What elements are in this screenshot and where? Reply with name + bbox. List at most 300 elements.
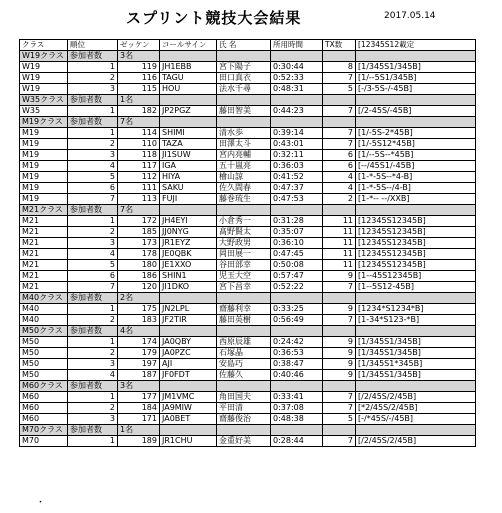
cell-rank: 3: [68, 150, 118, 161]
cell-name: 齋藤利幸: [217, 304, 271, 315]
cell-class: M19: [20, 150, 68, 161]
cell-callsign: HIYA: [160, 172, 217, 183]
result-row: [20, 172, 476, 183]
section-participants-label: 参加者数: [68, 95, 118, 106]
section-empty-cell: [323, 381, 356, 392]
section-empty-cell: [356, 326, 476, 337]
cell-class: W19: [20, 73, 68, 84]
cell-rank: 7: [68, 282, 118, 293]
cell-bib: 183: [118, 315, 160, 326]
cell-bib: 119: [118, 62, 160, 73]
cell-tx-count: 5: [323, 414, 356, 425]
cell-time: 0:31:28: [271, 216, 323, 227]
cell-tx-detail: [1--45S12345B]: [356, 271, 476, 282]
section-participants-count: 3名: [118, 381, 160, 392]
section-empty-cell: [323, 95, 356, 106]
cell-rank: 7: [68, 194, 118, 205]
cell-tx-detail: [1/345S1/345B]: [356, 337, 476, 348]
cell-tx-detail: [1/345S1*345B]: [356, 359, 476, 370]
cell-callsign: JN2LPL: [160, 304, 217, 315]
result-row: [20, 414, 476, 425]
header-callsign: コールサイン: [160, 40, 217, 51]
cell-bib: 117: [118, 161, 160, 172]
cell-callsign: JA0BET: [160, 414, 217, 425]
cell-rank: 1: [68, 337, 118, 348]
cell-rank: 3: [68, 238, 118, 249]
cell-time: 0:43:01: [271, 139, 323, 150]
cell-rank: 2: [68, 348, 118, 359]
cell-rank: 5: [68, 260, 118, 271]
cell-time: 0:33:25: [271, 304, 323, 315]
cell-bib: 118: [118, 150, 160, 161]
cell-rank: 3: [68, 359, 118, 370]
cell-time: 0:41:52: [271, 172, 323, 183]
cell-class: M60: [20, 414, 68, 425]
result-row: [20, 370, 476, 381]
section-empty-cell: [160, 117, 217, 128]
cell-callsign: FUJI: [160, 194, 217, 205]
header-time: 所用時間: [271, 40, 323, 51]
cell-class: M19: [20, 139, 68, 150]
section-empty-cell: [356, 51, 476, 62]
cell-bib: 112: [118, 172, 160, 183]
cell-tx-detail: [-/3-5S-/-45B]: [356, 84, 476, 95]
cell-tx-detail: [1/--5S--*45B]: [356, 150, 476, 161]
cell-tx-detail: [12345S12345B]: [356, 238, 476, 249]
cell-tx-detail: [12345S12345B]: [356, 227, 476, 238]
section-empty-cell: [271, 117, 323, 128]
cell-tx-detail: [/2/45S/2/45B]: [356, 436, 476, 447]
section-class-name: W35クラス: [20, 95, 68, 106]
cell-bib: 187: [118, 370, 160, 381]
class-section-row: [20, 95, 476, 106]
cell-class: W19: [20, 62, 68, 73]
result-row: [20, 392, 476, 403]
cell-class: M21: [20, 227, 68, 238]
cell-bib: 177: [118, 392, 160, 403]
cell-tx-detail: [/2-45S/-45B]: [356, 106, 476, 117]
section-empty-cell: [160, 381, 217, 392]
section-empty-cell: [160, 51, 217, 62]
section-class-name: W19クラス: [20, 51, 68, 62]
cell-tx-count: 7: [323, 106, 356, 117]
result-row: [20, 73, 476, 84]
result-row: [20, 238, 476, 249]
cell-callsign: HOU: [160, 84, 217, 95]
section-empty-cell: [323, 293, 356, 304]
class-section-row: [20, 293, 476, 304]
section-empty-cell: [271, 51, 323, 62]
section-empty-cell: [271, 95, 323, 106]
cell-time: 0:48:38: [271, 414, 323, 425]
cell-bib: 114: [118, 128, 160, 139]
cell-bib: 110: [118, 139, 160, 150]
cell-callsign: TAGU: [160, 73, 217, 84]
cell-name: 佐久間春: [217, 183, 271, 194]
cell-time: 0:38:47: [271, 359, 323, 370]
cell-class: M60: [20, 392, 68, 403]
section-participants-count: 7名: [118, 117, 160, 128]
cell-rank: 1: [68, 62, 118, 73]
cell-bib: 115: [118, 84, 160, 95]
cell-bib: 174: [118, 337, 160, 348]
cell-name: 西原辰雄: [217, 337, 271, 348]
cell-bib: 171: [118, 414, 160, 425]
header-class: クラス: [20, 40, 68, 51]
cell-class: M50: [20, 337, 68, 348]
cell-bib: 189: [118, 436, 160, 447]
cell-tx-detail: [/2/45S/2/45B]: [356, 392, 476, 403]
cell-tx-count: 7: [323, 139, 356, 150]
cell-class: M21: [20, 282, 68, 293]
cell-class: M19: [20, 194, 68, 205]
section-empty-cell: [323, 205, 356, 216]
cell-class: M50: [20, 359, 68, 370]
cell-rank: 1: [68, 216, 118, 227]
section-empty-cell: [271, 381, 323, 392]
cell-bib: 185: [118, 227, 160, 238]
cell-time: 0:28:44: [271, 436, 323, 447]
cell-name: 大野政男: [217, 238, 271, 249]
result-row: [20, 315, 476, 326]
cell-bib: 120: [118, 282, 160, 293]
cell-tx-count: 9: [323, 370, 356, 381]
cell-class: M50: [20, 370, 68, 381]
class-section-row: [20, 381, 476, 392]
cell-tx-count: 7: [323, 392, 356, 403]
cell-bib: 111: [118, 183, 160, 194]
cell-name: 檜山諒: [217, 172, 271, 183]
result-row: [20, 260, 476, 271]
footnote-mark: ・: [36, 498, 46, 508]
cell-bib: 172: [118, 216, 160, 227]
section-empty-cell: [160, 425, 217, 436]
section-empty-cell: [160, 205, 217, 216]
result-row: [20, 183, 476, 194]
cell-tx-count: 7: [323, 282, 356, 293]
class-section-row: [20, 51, 476, 62]
cell-rank: 2: [68, 73, 118, 84]
event-date: 2017.05.14: [384, 11, 436, 21]
cell-class: M19: [20, 161, 68, 172]
result-row: [20, 161, 476, 172]
cell-tx-detail: [1/345S1/345B]: [356, 348, 476, 359]
class-section-row: [20, 117, 476, 128]
section-empty-cell: [217, 205, 271, 216]
header-name: 氏 名: [217, 40, 271, 51]
cell-class: M60: [20, 403, 68, 414]
result-row: [20, 84, 476, 95]
cell-name: 法水千尋: [217, 84, 271, 95]
cell-tx-count: 7: [323, 315, 356, 326]
section-participants-label: 参加者数: [68, 51, 118, 62]
section-empty-cell: [271, 425, 323, 436]
section-empty-cell: [356, 95, 476, 106]
section-empty-cell: [160, 95, 217, 106]
cell-class: M40: [20, 304, 68, 315]
cell-class: W35: [20, 106, 68, 117]
cell-tx-detail: [--/45S1/-45B]: [356, 161, 476, 172]
cell-callsign: JA9MIW: [160, 403, 217, 414]
cell-tx-detail: [12345S12345B]: [356, 216, 476, 227]
cell-time: 0:56:49: [271, 315, 323, 326]
section-empty-cell: [217, 117, 271, 128]
section-participants-label: 参加者数: [68, 293, 118, 304]
cell-callsign: JR1CHU: [160, 436, 217, 447]
result-row: [20, 249, 476, 260]
cell-name: 田口真衣: [217, 73, 271, 84]
cell-callsign: JJ0NYG: [160, 227, 217, 238]
cell-time: 0:24:42: [271, 337, 323, 348]
section-participants-count: 2名: [118, 293, 160, 304]
results-body: [20, 40, 476, 447]
cell-rank: 1: [68, 436, 118, 447]
cell-rank: 1: [68, 304, 118, 315]
cell-class: M70: [20, 436, 68, 447]
cell-tx-count: 9: [323, 304, 356, 315]
cell-time: 0:57:47: [271, 271, 323, 282]
result-row: [20, 304, 476, 315]
section-empty-cell: [356, 381, 476, 392]
cell-time: 0:47:53: [271, 194, 323, 205]
cell-callsign: JR1EYZ: [160, 238, 217, 249]
cell-bib: 173: [118, 238, 160, 249]
cell-time: 0:52:22: [271, 282, 323, 293]
cell-time: 0:36:10: [271, 238, 323, 249]
section-participants-label: 参加者数: [68, 381, 118, 392]
section-empty-cell: [323, 326, 356, 337]
result-row: [20, 337, 476, 348]
cell-bib: 179: [118, 348, 160, 359]
section-class-name: M70クラス: [20, 425, 68, 436]
result-row: [20, 139, 476, 150]
section-empty-cell: [356, 117, 476, 128]
cell-tx-detail: [1/-5S-2*45B]: [356, 128, 476, 139]
cell-tx-count: 5: [323, 84, 356, 95]
cell-name: 宮内亮輔: [217, 150, 271, 161]
cell-name: 佐藤久: [217, 370, 271, 381]
cell-name: 角田国夫: [217, 392, 271, 403]
cell-rank: 4: [68, 161, 118, 172]
cell-class: M50: [20, 348, 68, 359]
section-participants-count: 4名: [118, 326, 160, 337]
cell-rank: 1: [68, 106, 118, 117]
cell-bib: 180: [118, 260, 160, 271]
cell-name: 藤田智美: [217, 106, 271, 117]
section-participants-count: 1名: [118, 95, 160, 106]
cell-tx-count: 11: [323, 227, 356, 238]
cell-callsign: JI1DKO: [160, 282, 217, 293]
cell-time: 0:30:44: [271, 62, 323, 73]
section-empty-cell: [160, 293, 217, 304]
page-title: スプリント競技大会結果: [126, 9, 302, 27]
cell-class: M21: [20, 271, 68, 282]
section-empty-cell: [271, 293, 323, 304]
cell-time: 0:47:45: [271, 249, 323, 260]
cell-rank: 3: [68, 414, 118, 425]
cell-tx-detail: [*2/45S/2/45B]: [356, 403, 476, 414]
cell-rank: 4: [68, 249, 118, 260]
cell-name: 小倉秀一: [217, 216, 271, 227]
result-row: [20, 436, 476, 447]
cell-tx-detail: [12345S12345B]: [356, 260, 476, 271]
cell-time: 0:33:41: [271, 392, 323, 403]
section-empty-cell: [356, 425, 476, 436]
result-row: [20, 359, 476, 370]
section-participants-label: 参加者数: [68, 425, 118, 436]
cell-class: M21: [20, 216, 68, 227]
section-empty-cell: [323, 51, 356, 62]
cell-callsign: SHIMI: [160, 128, 217, 139]
result-row: [20, 227, 476, 238]
cell-tx-count: 9: [323, 348, 356, 359]
cell-time: 0:32:11: [271, 150, 323, 161]
cell-time: 0:35:07: [271, 227, 323, 238]
cell-tx-detail: [1/-5S12*45B]: [356, 139, 476, 150]
result-row: [20, 282, 476, 293]
cell-name: 藤田英樹: [217, 315, 271, 326]
cell-time: 0:37:08: [271, 403, 323, 414]
cell-rank: 4: [68, 370, 118, 381]
cell-tx-detail: [1-*-5S--/4-B]: [356, 183, 476, 194]
cell-name: 宮下陽子: [217, 62, 271, 73]
cell-callsign: JF2TIR: [160, 315, 217, 326]
section-participants-label: 参加者数: [68, 117, 118, 128]
cell-tx-count: 11: [323, 216, 356, 227]
cell-time: 0:36:03: [271, 161, 323, 172]
cell-time: 0:40:46: [271, 370, 323, 381]
cell-tx-detail: [1/345S1/345B]: [356, 62, 476, 73]
cell-bib: 178: [118, 249, 160, 260]
cell-rank: 1: [68, 128, 118, 139]
cell-name: 安島巧: [217, 359, 271, 370]
cell-rank: 2: [68, 139, 118, 150]
header-rank: 順位: [68, 40, 118, 51]
cell-class: M21: [20, 249, 68, 260]
cell-tx-count: 6: [323, 161, 356, 172]
section-empty-cell: [356, 293, 476, 304]
header-tx-detail: [12345S12載定: [356, 40, 476, 51]
cell-tx-detail: [1234*S1234*B]: [356, 304, 476, 315]
cell-tx-count: 6: [323, 150, 356, 161]
cell-time: 0:47:37: [271, 183, 323, 194]
section-empty-cell: [160, 326, 217, 337]
cell-rank: 6: [68, 271, 118, 282]
cell-callsign: JH1EBB: [160, 62, 217, 73]
cell-rank: 3: [68, 84, 118, 95]
cell-tx-detail: [1-34*S123-*B]: [356, 315, 476, 326]
cell-name: 谷田部幸: [217, 260, 271, 271]
cell-name: 宮下昌幸: [217, 282, 271, 293]
section-empty-cell: [217, 95, 271, 106]
section-empty-cell: [217, 425, 271, 436]
cell-tx-count: 9: [323, 337, 356, 348]
section-empty-cell: [271, 205, 323, 216]
cell-callsign: JM1VMC: [160, 392, 217, 403]
section-empty-cell: [271, 326, 323, 337]
cell-time: 0:44:23: [271, 106, 323, 117]
cell-bib: 175: [118, 304, 160, 315]
cell-callsign: SAKU: [160, 183, 217, 194]
section-participants-count: 7名: [118, 205, 160, 216]
result-row: [20, 106, 476, 117]
cell-class: M40: [20, 315, 68, 326]
section-participants-label: 参加者数: [68, 205, 118, 216]
cell-rank: 2: [68, 227, 118, 238]
cell-tx-count: 9: [323, 359, 356, 370]
cell-name: 石塚晶: [217, 348, 271, 359]
header-tx-count: TX数: [323, 40, 356, 51]
section-class-name: M60クラス: [20, 381, 68, 392]
section-participants-count: 3名: [118, 51, 160, 62]
cell-callsign: JH4EYI: [160, 216, 217, 227]
cell-tx-detail: [-/*45S/-/45B]: [356, 414, 476, 425]
cell-tx-count: 7: [323, 73, 356, 84]
cell-tx-count: 4: [323, 183, 356, 194]
section-empty-cell: [217, 381, 271, 392]
section-empty-cell: [323, 117, 356, 128]
cell-callsign: JE0QBK: [160, 249, 217, 260]
section-participants-count: 1名: [118, 425, 160, 436]
cell-callsign: JF0FDT: [160, 370, 217, 381]
cell-rank: 6: [68, 183, 118, 194]
section-empty-cell: [217, 51, 271, 62]
class-section-row: [20, 326, 476, 337]
class-section-row: [20, 425, 476, 436]
result-row: [20, 348, 476, 359]
section-empty-cell: [323, 425, 356, 436]
cell-name: 五十嵐亮: [217, 161, 271, 172]
cell-name: 岡田展一: [217, 249, 271, 260]
cell-bib: 182: [118, 106, 160, 117]
cell-tx-count: 9: [323, 271, 356, 282]
section-empty-cell: [356, 205, 476, 216]
cell-rank: 2: [68, 403, 118, 414]
cell-time: 0:48:31: [271, 84, 323, 95]
cell-bib: 113: [118, 194, 160, 205]
cell-callsign: JE1XXO: [160, 260, 217, 271]
cell-time: 0:36:53: [271, 348, 323, 359]
cell-class: M19: [20, 128, 68, 139]
cell-tx-detail: [1-*-5S--*4-B]: [356, 172, 476, 183]
cell-tx-count: 7: [323, 403, 356, 414]
cell-callsign: JA0PZC: [160, 348, 217, 359]
cell-callsign: SHIN1: [160, 271, 217, 282]
cell-tx-count: 4: [323, 172, 356, 183]
header-row: [20, 40, 476, 51]
section-class-name: M40クラス: [20, 293, 68, 304]
cell-name: 金重好美: [217, 436, 271, 447]
results-table: [19, 39, 476, 447]
cell-time: 0:52:33: [271, 73, 323, 84]
result-row: [20, 150, 476, 161]
cell-bib: 184: [118, 403, 160, 414]
result-row: [20, 128, 476, 139]
cell-callsign: IGA: [160, 161, 217, 172]
cell-tx-count: 7: [323, 128, 356, 139]
section-empty-cell: [217, 293, 271, 304]
cell-tx-detail: [12345S12345B]: [356, 249, 476, 260]
section-participants-label: 参加者数: [68, 326, 118, 337]
cell-callsign: AJI: [160, 359, 217, 370]
result-row: [20, 194, 476, 205]
cell-bib: 197: [118, 359, 160, 370]
cell-name: 平田清: [217, 403, 271, 414]
cell-class: M21: [20, 260, 68, 271]
cell-time: 0:50:08: [271, 260, 323, 271]
section-empty-cell: [217, 326, 271, 337]
cell-class: M21: [20, 238, 68, 249]
